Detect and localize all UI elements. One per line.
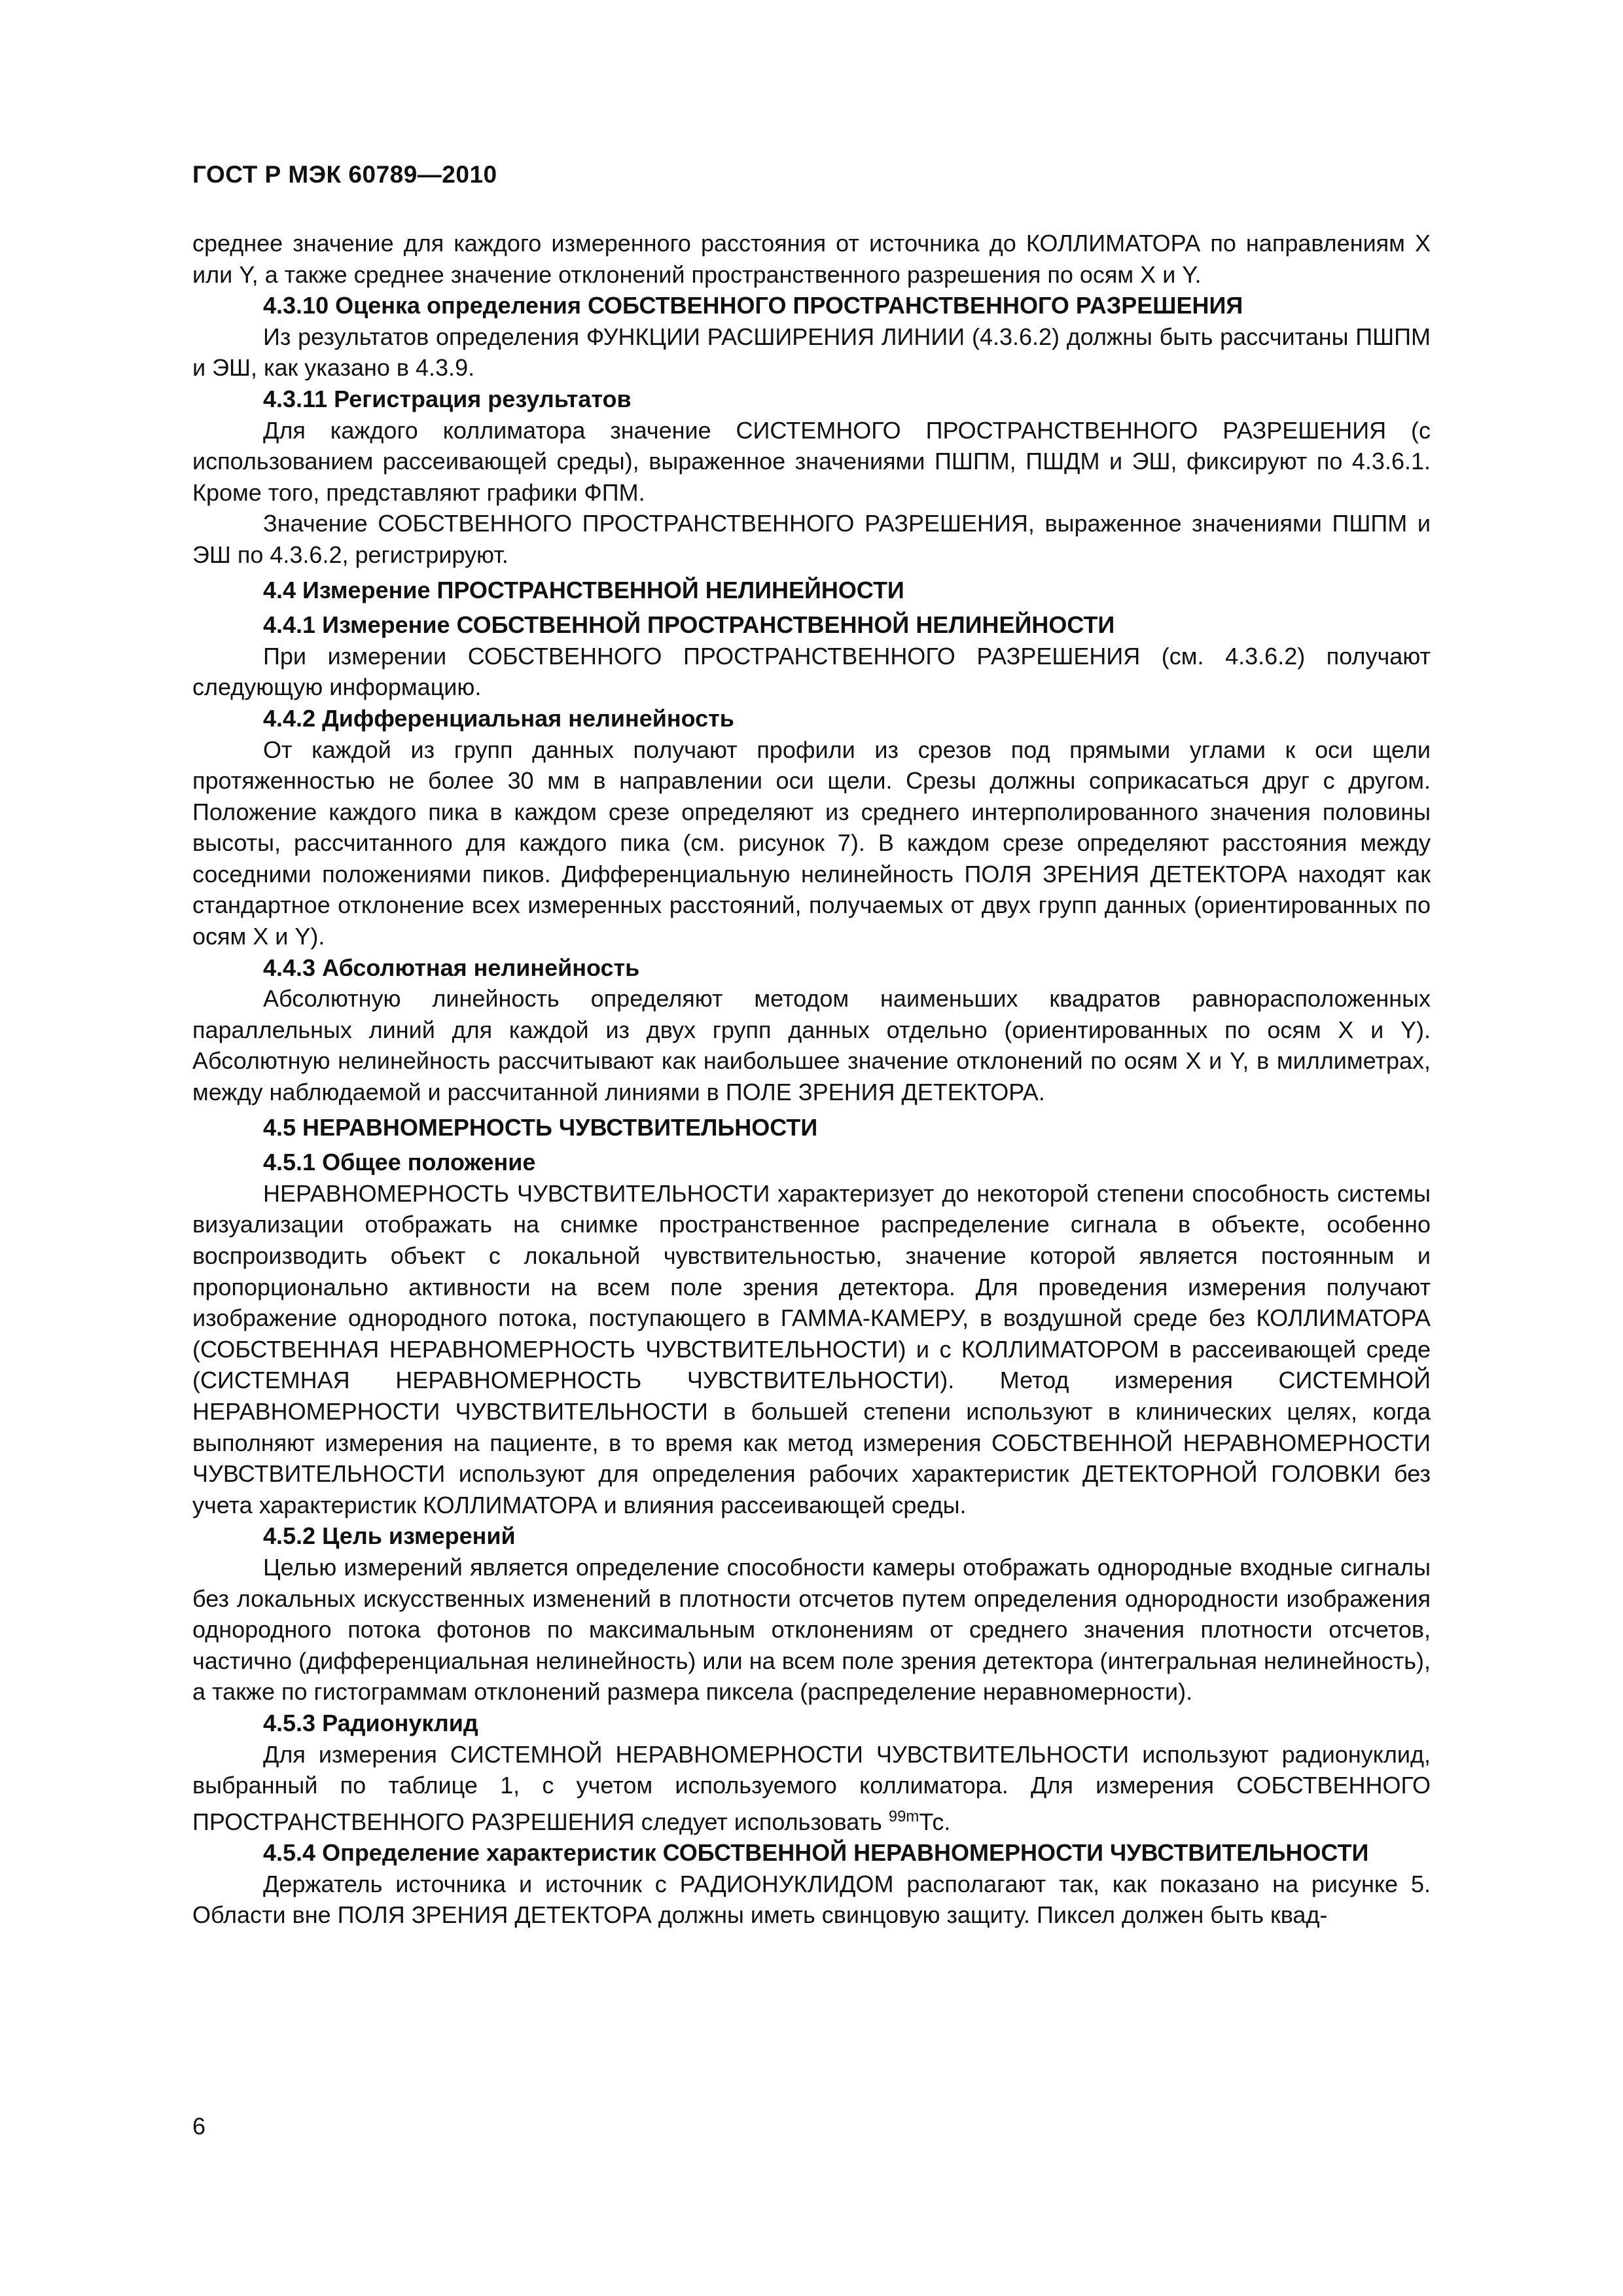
paragraph-4-5-3 [192, 1739, 1431, 1838]
heading-4-4: 4.4 Измерение ПРОСТРАНСТВЕННОЙ НЕЛИНЕЙНОСТИ [263, 576, 904, 603]
paragraph-4-5-3-text: Для измерения СИСТЕМНОЙ НЕРАВНОМЕРНОСТИ ЧУВСТВИТЕЛЬНОСТИ используют радионуклид, выбранный по таблице 1, с учетом используемого коллиматора. Для измерения СОБСТВЕННОГО ПРОСТРАНСТВЕННОГО РАЗРЕШЕНИЯ следует использовать [192, 1740, 1431, 1835]
heading-4-5-4: 4.5.4 Определение характеристик СОБСТВЕННОЙ НЕРАВНОМЕРНОСТИ ЧУВСТВИТЕЛЬНОСТИ [263, 1839, 1369, 1867]
isotope-mass-superscript: 99m [888, 1807, 919, 1825]
paragraph-4-3-11a: Для каждого коллиматора значение СИСТЕМНОГО ПРОСТРАНСТВЕННОГО РАЗРЕШЕНИЯ (с использованием рассеивающей среды), выраженное значениями ПШПМ, ПШДМ и ЭШ, фиксируют по 4.3.6.1. Кроме того, представляют графики ФПМ. [192, 416, 1431, 506]
heading-4-4-3: 4.4.3 Абсолютная нелинейность [263, 954, 640, 981]
paragraph-4-5-2: Целью измерений является определение способности камеры отображать однородные входные сигналы без локальных искусственных изменений в плотности отсчетов путем определения однородности изображения однородного потока фотонов по максимальным отклонениям от среднего значения плотности отсчетов, частично (дифференциальная нелинейность) или на всем поле зрения детектора (интегральная нелинейность), а также по гистограммам отклонений размера пиксела (распределение неравномерности). [192, 1553, 1431, 1706]
paragraph-4-3-11b: Значение СОБСТВЕННОГО ПРОСТРАНСТВЕННОГО РАЗРЕШЕНИЯ, выраженное значениями ПШПМ и ЭШ по 4.3.6.2, регистрируют. [192, 510, 1431, 568]
paragraph-4-4-2: От каждой из групп данных получают профили из срезов под прямыми углами к оси щели протяженностью не более 30 мм в направлении оси щели. Срезы должны соприкасаться друг с другом. Положение каждого пика в каждом срезе определяют из среднего интерполированного значения половины высоты, рассчитанного для каждого пика (см. рисунок 7). В каждом срезе определяют расстояния между соседними положениями пиков. Дифференциальную нелинейность ПОЛЯ ЗРЕНИЯ ДЕТЕКТОРА находят как стандартное отклонение всех измеренных расстояний, получаемых от двух групп данных (ориентированных по осям X и Y). [192, 736, 1431, 950]
paragraph-4-5-1: НЕРАВНОМЕРНОСТЬ ЧУВСТВИТЕЛЬНОСТИ характеризует до некоторой степени способность системы визуализации отображать на снимке пространственное распределение сигнала в объекте, особенно воспроизводить объект с локальной чувствительностью, значение которой является постоянным и пропорционально активности на всем поле зрения детектора. Для проведения измерения получают изображение однородного потока, поступающего в ГАММА-КАМЕРУ, в воздушной среде без КОЛЛИМАТОРА (СОБСТВЕННАЯ НЕРАВНОМЕРНОСТЬ ЧУВСТВИТЕЛЬНОСТИ) и с КОЛЛИМАТОРОМ в рассеивающей среде (СИСТЕМНАЯ НЕРАВНОМЕРНОСТЬ ЧУВСТВИТЕЛЬНОСТИ). Метод измерения СИСТЕМНОЙ НЕРАВНОМЕРНОСТИ ЧУВСТВИТЕЛЬНОСТИ в большей степени используют в клинических целях, когда выполняют измерения на пациенте, в то время как метод измерения СОБСТВЕННОЙ НЕРАВНОМЕРНОСТИ ЧУВСТВИТЕЛЬНОСТИ используют для определения рабочих характеристик ДЕТЕКТОРНОЙ ГОЛОВКИ без учета характеристик КОЛЛИМАТОРА и влияния рассеивающей среды. [192, 1179, 1431, 1518]
heading-4-3-10: 4.3.10 Оценка определения СОБСТВЕННОГО ПРОСТРАНСТВЕННОГО РАЗРЕШЕНИЯ [263, 292, 1243, 319]
paragraph-4-5-3-tail: Тс. [919, 1808, 951, 1835]
heading-4-5-3: 4.5.3 Радионуклид [263, 1709, 478, 1736]
paragraph-intro: среднее значение для каждого измеренного расстояния от источника до КОЛЛИМАТОРА по направлениям X или Y, а также среднее значение отклонений пространственного разрешения по осям X и Y. [192, 230, 1431, 288]
heading-4-3-11: 4.3.11 Регистрация результатов [263, 385, 632, 412]
heading-4-4-1: 4.4.1 Измерение СОБСТВЕННОЙ ПРОСТРАНСТВЕННОЙ НЕЛИНЕЙНОСТИ [263, 611, 1115, 639]
paragraph-4-5-4: Держатель источника и источник с РАДИОНУКЛИДОМ располагают так, как показано на рисунке 5. Области вне ПОЛЯ ЗРЕНИЯ ДЕТЕКТОРА должны иметь свинцовую защиту. Пиксел должен быть квад- [192, 1870, 1431, 1929]
paragraph-4-4-3: Абсолютную линейность определяют методом наименьших квадратов равнорасположенных параллельных линий для каждой из двух групп данных отдельно (ориентированных по осям X и Y). Абсолютную нелинейность рассчитывают как наибольшее значение отклонений по осям X и Y, в миллиметрах, между наблюдаемой и рассчитанной линиями в ПОЛЕ ЗРЕНИЯ ДЕТЕКТОРА. [192, 985, 1431, 1106]
heading-4-5: 4.5 НЕРАВНОМЕРНОСТЬ ЧУВСТВИТЕЛЬНОСТИ [263, 1113, 818, 1141]
paragraph-4-4-1: При измерении СОБСТВЕННОГО ПРОСТРАНСТВЕННОГО РАЗРЕШЕНИЯ (см. 4.3.6.2) получают следующую информацию. [192, 642, 1431, 701]
heading-4-5-1: 4.5.1 Общее положение [263, 1149, 536, 1176]
heading-4-4-2: 4.4.2 Дифференциальная нелинейность [263, 704, 734, 732]
heading-4-5-2: 4.5.2 Цель измерений [263, 1522, 516, 1550]
document-body [192, 228, 1431, 1931]
document-header: ГОСТ Р МЭК 60789—2010 [192, 161, 497, 188]
paragraph-4-3-10: Из результатов определения ФУНКЦИИ РАСШИРЕНИЯ ЛИНИИ (4.3.6.2) должны быть рассчитаны ПШПМ и ЭШ, как указано в 4.3.9. [192, 323, 1431, 382]
page-number: 6 [192, 2113, 206, 2140]
